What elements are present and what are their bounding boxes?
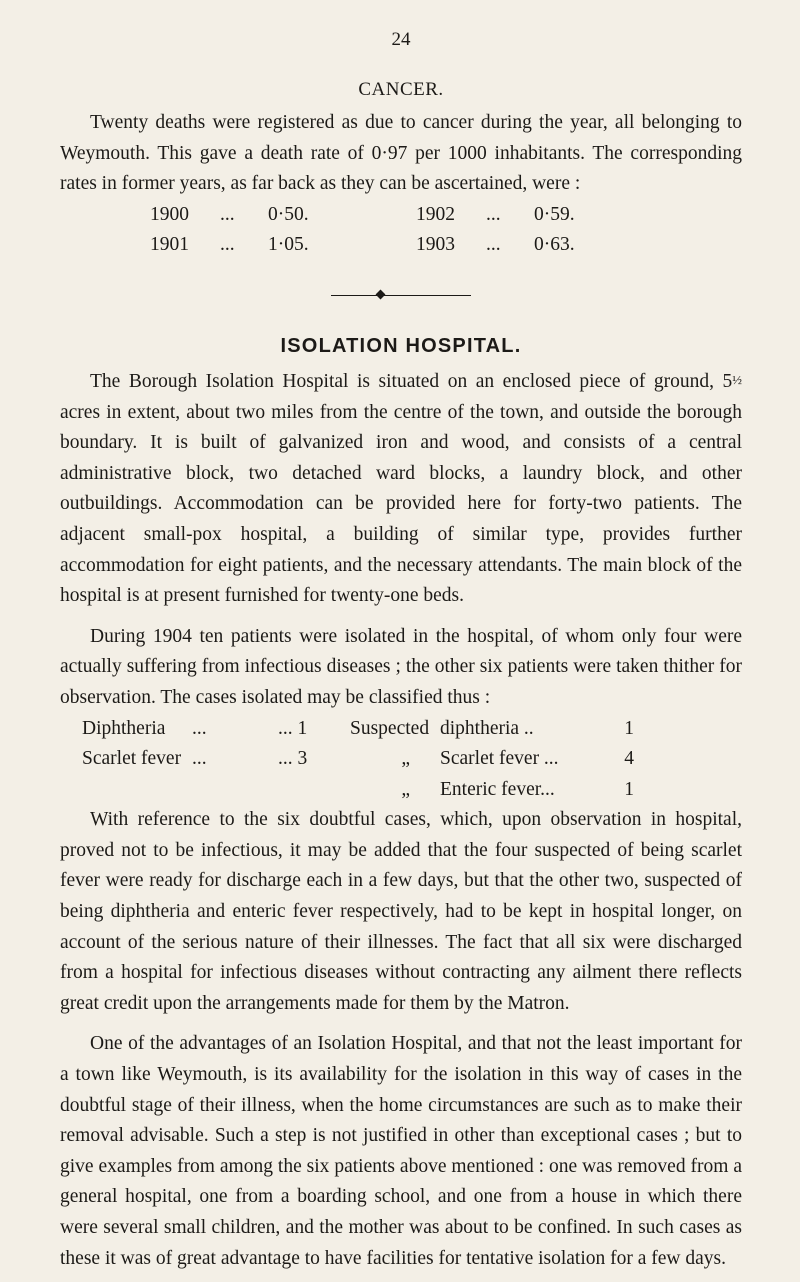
rate-year: 1903 [416,234,455,256]
case-count [278,775,350,806]
divider-line [331,295,471,296]
rate-value: 1·05. [268,234,309,256]
suspected-count: 1 [624,778,634,800]
cancer-paragraph: Twenty deaths were registered as due to cancer during the year, all belonging to Weymouth. This gave a death rate of 0·97 per 1000 inhabitants. The corresponding rates in former years, as far back as they can be ascertained, were : [60,112,742,195]
rate-year: 1901 [150,234,189,256]
case-dots [192,775,278,806]
suspected-label: Suspected [350,717,430,739]
rate-dots: ... [486,234,501,256]
p1-text-after: acres in extent, about two miles from the centre of the town, and outside the borough boundary. It is built of galvanized iron and wood, and consists of a central administrative block, two detached ward blocks, a laundry block, and other outbuildings. Accommodation can be provided here for forty-two patients. The adjacent small-pox hospital, a building of similar type, provides further accommodation for eight patients, and the necessary attendants. The main block of the hospital is at present furnished for twenty-one beds. [60,401,742,607]
rate-dots: ... [220,203,235,225]
case-disease [82,775,192,806]
isolation-paragraph-3: With reference to the six doubtful cases, which, upon observation in hospital, proved not to be infectious, it may be added that the four suspected of being scarlet fever were ready for discharge each in a few days, but that the other two, suspected of being diphtheria and enteric fever respectively, had to be kept in hospital longer, on account of the serious nature of their illnesses. The fact that all six were discharged from a hospital for infectious diseases without contracting any ailment there reflects great credit upon the arrangements made for them by the Matron. [60,809,742,1014]
p1-text-before: The Borough Isolation Hospital is situated on an enclosed piece of ground, 5 [90,370,733,392]
case-count: ... 1 [278,717,308,739]
case-dots: ... [192,717,207,739]
cases-table [82,714,742,806]
rate-value: 0·50. [268,203,309,225]
case-disease: Diphtheria [82,717,166,739]
suspected-disease: Scarlet fever ... [440,748,559,770]
ditto-mark: „ [401,778,410,800]
p1-fraction: ½ [732,371,742,387]
suspected-disease: Enteric fever... [440,778,555,800]
rate-year: 1900 [150,203,189,225]
isolation-hospital-heading: ISOLATION HOSPITAL. [280,334,522,357]
ditto-mark: „ [401,748,410,770]
cancer-heading: CANCER. [358,79,444,100]
case-count: ... 3 [278,748,308,770]
suspected-count: 4 [624,748,634,770]
section-divider [331,289,471,303]
case-disease: Scarlet fever [82,748,182,770]
suspected-disease: diphtheria .. [440,717,534,739]
rate-value: 0·63. [534,234,575,256]
case-dots: ... [192,748,207,770]
page-number: 24 [391,29,411,50]
isolation-paragraph-4: One of the advantages of an Isolation Hospital, and that not the least important for a town like Weymouth, is its availability for the isolation in this way of cases in the doubtful stage of their illness, when the home circumstances are such as to make their removal advisable. Such a step is not justified in other than exceptional cases ; but to give examples from among the six patients above mentioned : one was removed from a general hospital, one from a boarding school, and one from a house in which there were several small children, and the mother was about to be confined. In such cases as these it was of great advantage to have facilities for tentative isolation for a few days. [60,1033,742,1269]
isolation-paragraph-2: During 1904 ten patients were isolated in the hospital, of whom only four were actually suffering from infectious diseases ; the other six patients were taken thither for observation. The cases isolated may be classified thus : [60,625,742,708]
diamond-ornament-icon [376,290,386,300]
rate-year: 1902 [416,203,455,225]
suspected-count: 1 [624,717,634,739]
isolation-paragraph-1 [60,365,742,612]
rate-value: 0·59. [534,203,575,225]
cancer-rates-table [150,200,742,261]
rate-dots: ... [220,234,235,256]
rate-dots: ... [486,203,501,225]
